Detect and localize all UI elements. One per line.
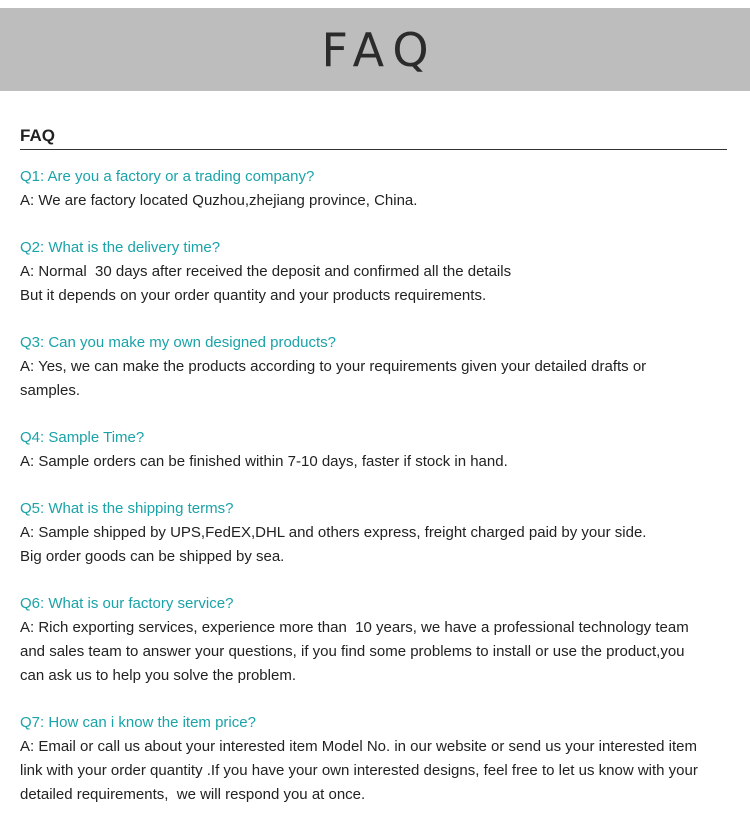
faq-question: Q5: What is the shipping terms? [20, 500, 234, 517]
faq-answer [20, 260, 735, 308]
faq-item-q4 [20, 426, 735, 474]
page-title: FAQ [321, 22, 438, 77]
answer-line: A: We are factory located Quzhou,zhejiang province, China. [20, 192, 418, 209]
faq-list [20, 165, 735, 807]
faq-item-q3 [20, 331, 735, 403]
answer-line: samples. [20, 382, 81, 399]
faq-answer [20, 735, 735, 807]
faq-answer [20, 355, 735, 403]
answer-line: A: Normal 30 days after received the deposit and confirmed all the details [20, 263, 512, 280]
answer-line: detailed requirements, we will respond you at once. [20, 786, 366, 803]
faq-question: Q4: Sample Time? [20, 429, 145, 446]
answer-line: Big order goods can be shipped by sea. [20, 548, 285, 565]
faq-answer [20, 450, 735, 474]
faq-question: Q7: How can i know the item price? [20, 714, 256, 731]
faq-answer [20, 521, 735, 569]
header-banner [0, 8, 750, 91]
answer-line: A: Sample shipped by UPS,FedEX,DHL and others express, freight charged paid by your side. [20, 524, 647, 541]
faq-item-q2 [20, 236, 735, 308]
faq-item-q1 [20, 165, 735, 213]
answer-line: can ask us to help you solve the problem. [20, 667, 296, 684]
answer-line: But it depends on your order quantity and your products requirements. [20, 287, 487, 304]
faq-question: Q3: Can you make my own designed products? [20, 334, 337, 351]
faq-content [20, 126, 735, 807]
faq-item-q5 [20, 497, 735, 569]
section-heading: FAQ [20, 126, 727, 150]
answer-line: A: Yes, we can make the products according to your requirements given your detailed drafts or [20, 358, 647, 375]
answer-line: A: Email or call us about your interested item Model No. in our website or send us your interested item [20, 738, 697, 755]
faq-question: Q2: What is the delivery time? [20, 239, 221, 256]
answer-line: link with your order quantity .If you have your own interested designs, feel free to let us know with your [20, 762, 698, 779]
faq-question: Q6: What is our factory service? [20, 595, 234, 612]
answer-line: and sales team to answer your questions, if you find some problems to install or use the product,you [20, 643, 685, 660]
faq-answer [20, 616, 735, 688]
answer-line: A: Sample orders can be finished within 7-10 days, faster if stock in hand. [20, 453, 508, 470]
answer-line: A: Rich exporting services, experience more than 10 years, we have a professional technology team [20, 619, 689, 636]
faq-item-q6 [20, 592, 735, 688]
faq-item-q7 [20, 711, 735, 807]
faq-answer [20, 189, 735, 213]
faq-question: Q1: Are you a factory or a trading company? [20, 168, 315, 185]
